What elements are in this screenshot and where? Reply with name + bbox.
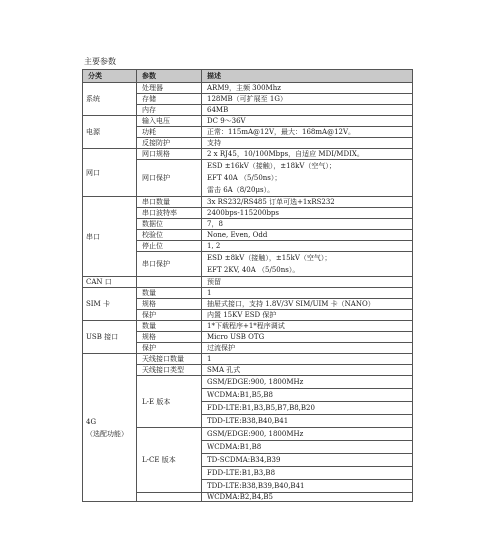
desc-cell: 7，8	[202, 219, 413, 230]
desc-line: FDD-LTE:B1,B3,B8	[202, 467, 412, 480]
table-row	[83, 277, 413, 288]
param-cell: 输入电压	[137, 116, 202, 127]
param-cell: 数量	[137, 321, 202, 332]
desc-line: FDD-LTE:B1,B3,B5,B7,B8,B20	[202, 402, 412, 415]
desc-cell	[202, 376, 413, 428]
param-cell: 反接防护	[137, 138, 202, 149]
desc-cell: 1	[202, 354, 413, 365]
category-can: CAN 口	[83, 277, 137, 288]
spec-table	[82, 69, 413, 502]
desc-line: EFT 2KV, 40A （5/50ns）。	[207, 266, 300, 274]
category-4g	[83, 354, 137, 502]
desc-cell: 2400bps-115200bps	[202, 208, 413, 219]
header-description: 描述	[202, 70, 413, 83]
desc-line: TD-SCDMA:B34,B39	[202, 454, 412, 467]
param-cell: 天线接口数量	[137, 354, 202, 365]
param-cell: 网口规格	[137, 149, 202, 160]
desc-line: TDD-LTE:B38,B39,B40,B41	[207, 482, 305, 490]
desc-cell: 1, 2	[202, 241, 413, 252]
desc-line: WCDMA:B1,B8	[202, 441, 412, 454]
desc-cell: None, Even, Odd	[202, 230, 413, 241]
param-cell: 数量	[137, 288, 202, 299]
desc-cell: 预留	[202, 277, 413, 288]
param-cell: 保护	[137, 343, 202, 354]
header-category: 分类	[83, 70, 137, 83]
table-row	[83, 354, 413, 365]
table-row	[83, 321, 413, 332]
category-4g-line: （选配功能）	[86, 429, 128, 438]
desc-cell: SMA 孔式	[202, 365, 413, 376]
category-sim: SIM 卡	[83, 288, 137, 321]
desc-cell: Micro USB OTG	[202, 332, 413, 343]
desc-cell	[202, 428, 413, 493]
header-parameter: 参数	[137, 70, 202, 83]
param-cell: 规格	[137, 332, 202, 343]
param-cell: 保护	[137, 310, 202, 321]
desc-cell	[202, 252, 413, 277]
desc-cell: ARM9，主频 300Mhz	[202, 83, 413, 94]
param-cell: L-CE 版本	[137, 428, 202, 493]
desc-cell: DC 9～36V	[202, 116, 413, 127]
category-4g-line: 4G	[86, 417, 97, 426]
table-header-row	[83, 70, 413, 83]
param-cell: 网口保护	[137, 160, 202, 197]
category-power: 电源	[83, 116, 137, 149]
table-row	[83, 116, 413, 127]
param-cell: 处理器	[137, 83, 202, 94]
param-cell: 规格	[137, 299, 202, 310]
desc-cell: 过流保护	[202, 343, 413, 354]
table-caption: 主要参数	[84, 57, 116, 66]
desc-cell: 64MB	[202, 105, 413, 116]
param-cell: L-E 版本	[137, 376, 202, 428]
desc-line: TDD-LTE:B38,B40,B41	[207, 417, 289, 425]
param-cell: 校验位	[137, 230, 202, 241]
desc-cell: 3x RS232/RS485 订单可选+1xRS232	[202, 197, 413, 208]
param-cell	[137, 277, 202, 288]
desc-cell: 支持	[202, 138, 413, 149]
desc-line: ESD ±8kV（接触），±15kV（空气）；	[207, 254, 332, 262]
param-cell: 串口波特率	[137, 208, 202, 219]
desc-cell: 1*下载程序+1*程序调试	[202, 321, 413, 332]
param-cell	[137, 493, 202, 502]
desc-line: WCDMA:B1,B5,B8	[202, 389, 412, 402]
category-network: 网口	[83, 149, 137, 197]
desc-cell	[202, 160, 413, 197]
category-serial: 串口	[83, 197, 137, 277]
category-usb: USB 接口	[83, 321, 137, 354]
desc-cell: 128MB（可扩展至 1G）	[202, 94, 413, 105]
param-cell: 天线接口类型	[137, 365, 202, 376]
desc-line: EFT 40A （5/50ns）；	[207, 174, 282, 182]
param-cell: 数据位	[137, 219, 202, 230]
desc-cell: 抽屉式接口，支持 1.8V/3V SIM/UIM 卡（NANO）	[202, 299, 413, 310]
param-cell: 功耗	[137, 127, 202, 138]
desc-cell: WCDMA:B2,B4,B5	[202, 493, 413, 502]
desc-line: GSM/EDGE:900, 1800MHz	[202, 376, 412, 389]
param-cell: 存储	[137, 94, 202, 105]
param-cell: 串口保护	[137, 252, 202, 277]
table-row	[83, 288, 413, 299]
param-cell: 内存	[137, 105, 202, 116]
desc-cell: 正常：115mA@12V，最大：168mA@12V。	[202, 127, 413, 138]
table-row	[83, 83, 413, 94]
param-cell: 停止位	[137, 241, 202, 252]
param-cell: 串口数量	[137, 197, 202, 208]
category-system: 系统	[83, 83, 137, 116]
desc-line: ESD ±16kV（接触），±18kV（空气）；	[207, 162, 336, 170]
desc-cell: 内置 15KV ESD 保护	[202, 310, 413, 321]
desc-cell: 2 x RJ45，10/100Mbps，自适应 MDI/MDIX。	[202, 149, 413, 160]
desc-line: 雷击 6A（8/20μs）。	[207, 186, 275, 194]
table-row	[83, 149, 413, 160]
desc-cell: 1	[202, 288, 413, 299]
table-row	[83, 197, 413, 208]
desc-line: GSM/EDGE:900, 1800MHz	[202, 428, 412, 441]
